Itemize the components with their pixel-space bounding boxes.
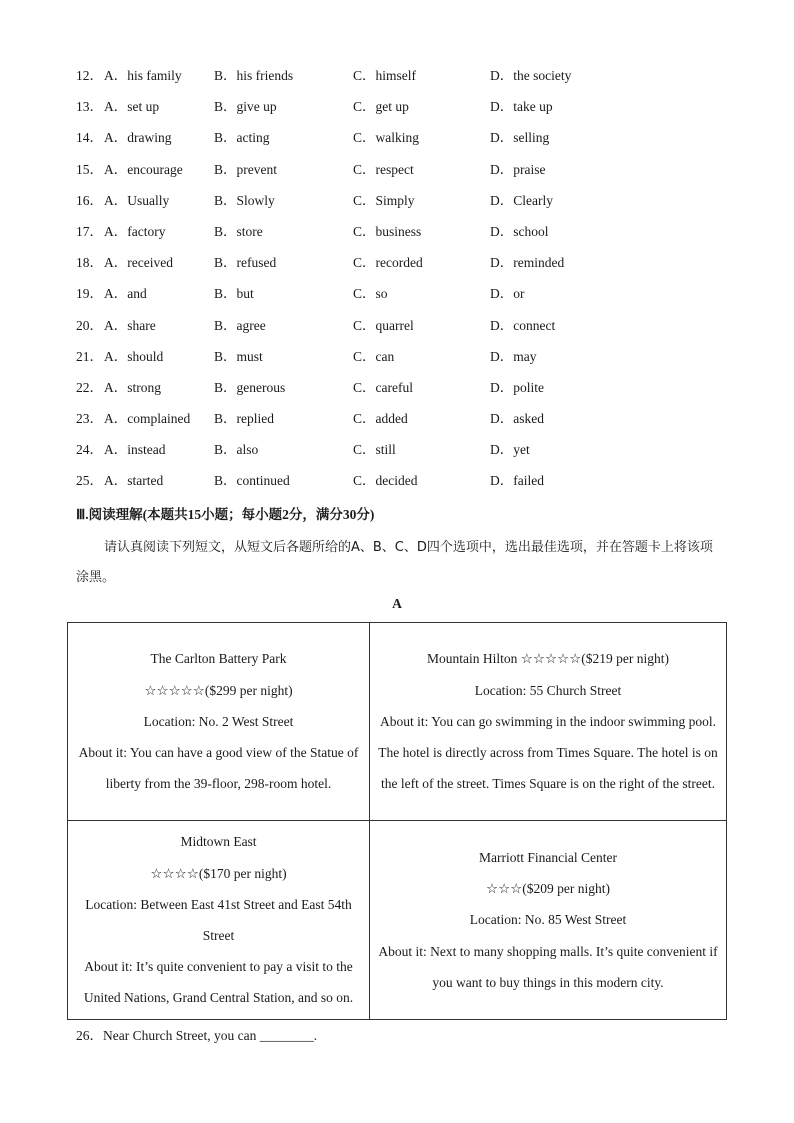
question-row xyxy=(76,436,716,467)
option-c: C．walking xyxy=(353,130,419,146)
question-number: 15． xyxy=(76,161,103,177)
option-list xyxy=(76,62,716,499)
question-row xyxy=(76,62,716,93)
option-b: B．prevent xyxy=(214,161,277,177)
option-d: D．failed xyxy=(490,473,544,489)
option-c: C．added xyxy=(353,411,408,427)
question-number: 17． xyxy=(76,223,103,239)
option-d: D．the society xyxy=(490,68,572,83)
hotel-name: Midtown East xyxy=(180,834,257,850)
question-row xyxy=(76,280,716,311)
question-row xyxy=(76,218,716,249)
question-number: 12． xyxy=(76,68,103,83)
option-d: D．yet xyxy=(490,442,530,458)
option-d: D．take up xyxy=(490,99,553,115)
question-number: 19． xyxy=(76,286,103,302)
question-number: 25． xyxy=(76,473,103,489)
passage-label: A xyxy=(392,596,402,611)
question-row xyxy=(76,374,716,405)
question-number: 24． xyxy=(76,442,103,458)
option-a: A．set up xyxy=(104,99,160,115)
option-c: C．recorded xyxy=(353,255,423,271)
question-row xyxy=(76,467,716,498)
option-b: B．also xyxy=(214,442,259,458)
option-a: A．factory xyxy=(104,223,166,239)
hotel-table xyxy=(67,622,727,1020)
option-d: D．connect xyxy=(490,317,556,333)
option-d: D．reminded xyxy=(490,255,565,271)
hotel-cell-midtown xyxy=(68,821,370,1020)
hotel-name: Marriott Financial Center xyxy=(479,849,617,865)
option-a: A．Usually xyxy=(104,192,170,208)
option-c: C．respect xyxy=(353,161,414,177)
question-26: 26．Near Church Street, you can ________. xyxy=(76,1028,318,1043)
option-a: A．strong xyxy=(104,379,161,395)
question-number: 16． xyxy=(76,192,103,208)
option-a: A．encourage xyxy=(104,161,183,177)
question-number: 21． xyxy=(76,348,103,364)
hotel-cell-hilton xyxy=(370,623,727,821)
option-c: C．get up xyxy=(353,99,409,115)
option-b: B．Slowly xyxy=(214,192,275,208)
option-c: C．still xyxy=(353,442,396,458)
option-a: A．started xyxy=(104,473,164,489)
question-row xyxy=(76,187,716,218)
question-number: 20． xyxy=(76,317,103,333)
hotel-rating: ☆☆☆☆($170 per night) xyxy=(150,865,287,881)
option-c: C．so xyxy=(353,286,388,302)
question-row xyxy=(76,312,716,343)
option-b: B．must xyxy=(214,348,263,364)
question-row xyxy=(76,156,716,187)
hotel-name: Mountain Hilton ☆☆☆☆☆($219 per night) xyxy=(427,651,669,667)
option-a: A．share xyxy=(104,317,156,333)
option-b: B．generous xyxy=(214,379,286,395)
option-c: C．himself xyxy=(353,68,416,83)
question-row xyxy=(76,249,716,280)
option-d: D．selling xyxy=(490,130,550,146)
hotel-about: About it: You can have a good view of the Statue of liberty from the 39-floor, 298-room hotel. xyxy=(78,745,359,792)
option-c: C．can xyxy=(353,348,395,364)
option-d: D．polite xyxy=(490,379,544,395)
hotel-about: About it: Next to many shopping malls. It’s quite convenient if you want to buy things in this modern city. xyxy=(378,943,718,990)
option-c: C．quarrel xyxy=(353,317,414,333)
option-c: C．Simply xyxy=(353,192,415,208)
section-title: Ⅲ.阅读理解(本题共15小题；每小题2分，满分30分) xyxy=(76,507,375,522)
option-b: B．acting xyxy=(214,130,270,146)
option-d: D．Clearly xyxy=(490,192,553,208)
option-c: C．business xyxy=(353,223,422,239)
hotel-location: Location: No. 85 West Street xyxy=(469,912,627,928)
option-b: B．give up xyxy=(214,99,277,115)
hotel-about: About it: It’s quite convenient to pay a visit to the United Nations, Grand Central Station, and so on. xyxy=(83,959,354,1006)
option-b: B．his friends xyxy=(214,68,294,83)
option-d: D．praise xyxy=(490,161,546,177)
question-row xyxy=(76,93,716,124)
hotel-cell-marriott xyxy=(370,821,727,1020)
hotel-about: About it: You can go swimming in the indoor swimming pool. The hotel is directly across from Times Square. The hotel is on the left of the street. Times Square is on the right of the street. xyxy=(378,713,718,792)
question-number: 22． xyxy=(76,379,103,395)
question-row xyxy=(76,405,716,436)
option-b: B．store xyxy=(214,223,263,239)
option-a: A．and xyxy=(104,286,147,302)
hotel-rating: ☆☆☆☆☆($299 per night) xyxy=(144,682,293,698)
option-d: D．or xyxy=(490,286,525,302)
question-row xyxy=(76,343,716,374)
option-a: A．should xyxy=(104,348,164,364)
option-a: A．his family xyxy=(104,68,182,83)
option-c: C．careful xyxy=(353,379,413,395)
option-d: D．school xyxy=(490,223,549,239)
question-number: 13． xyxy=(76,99,103,115)
hotel-location: Location: 55 Church Street xyxy=(474,682,622,698)
hotel-cell-carlton xyxy=(68,623,370,821)
option-d: D．asked xyxy=(490,411,544,427)
option-a: A．drawing xyxy=(104,130,172,146)
option-a: A．received xyxy=(104,255,173,271)
hotel-location: Location: No. 2 West Street xyxy=(143,713,294,729)
hotel-name: The Carlton Battery Park xyxy=(150,651,287,667)
option-b: B．but xyxy=(214,286,254,302)
option-b: B．agree xyxy=(214,317,266,333)
option-a: A．instead xyxy=(104,442,166,458)
option-a: A．complained xyxy=(104,411,191,427)
question-number: 18． xyxy=(76,255,103,271)
question-number: 14． xyxy=(76,130,103,146)
option-b: B．refused xyxy=(214,255,277,271)
option-c: C．decided xyxy=(353,473,418,489)
option-b: B．continued xyxy=(214,473,290,489)
option-b: B．replied xyxy=(214,411,274,427)
option-d: D．may xyxy=(490,348,537,364)
question-number: 23． xyxy=(76,411,103,427)
hotel-rating: ☆☆☆($209 per night) xyxy=(485,881,611,897)
hotel-location: Location: Between East 41st Street and East 54th Street xyxy=(85,896,352,943)
question-row xyxy=(76,124,716,155)
section-instruction: 请认真阅读下列短文，从短文后各题所给的A、B、C、D四个选项中，选出最佳选项，并在答题卡上将该项涂黑。 xyxy=(76,540,713,585)
